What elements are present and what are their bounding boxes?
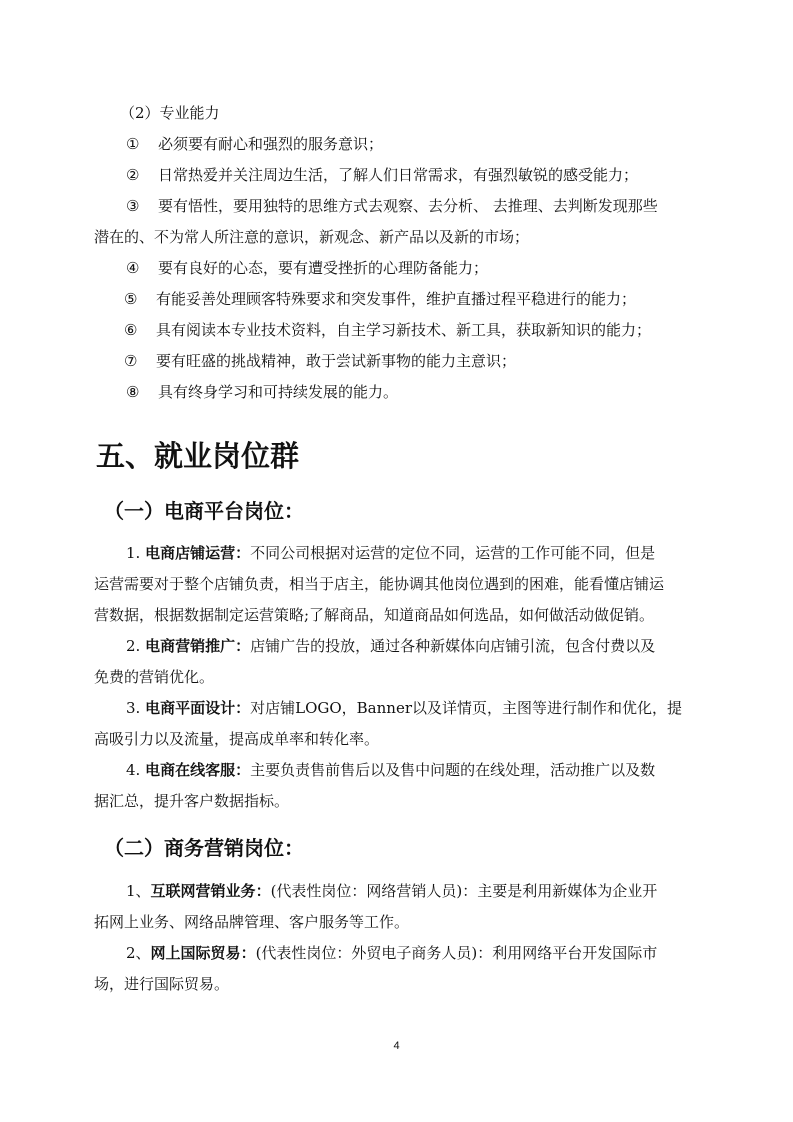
- item-colon: ：: [240, 944, 256, 962]
- group2-item-2-line2: 场，进行国际贸易。: [94, 975, 230, 993]
- item-number: 1.: [126, 544, 141, 562]
- item-number: 2.: [126, 637, 141, 655]
- item-text: 要有旺盛的挑战精神，敢于尝试新事物的能力主意识；: [156, 352, 517, 370]
- group1-item-4-line2: 据汇总，提升客户数据指标。: [94, 792, 290, 810]
- ability-item-5: [124, 289, 636, 309]
- page-number: 4: [393, 1040, 400, 1052]
- item-text: 要有良好的心态，要有遭受挫折的心理防备能力；: [158, 259, 489, 277]
- item-marker: ⑦: [124, 352, 138, 370]
- group1-title: （一）电商平台岗位：: [104, 499, 304, 523]
- ability-item-3-continuation: 潜在的、不为常人所注意的意识，新观念、新产品以及新的市场；: [94, 228, 530, 246]
- item-marker: ④: [126, 259, 140, 277]
- group1-item-3: [126, 698, 682, 718]
- group1-item-2: [126, 636, 655, 656]
- item-text: 店铺广告的投放，通过各种新媒体向店铺引流，包含付费以及: [250, 637, 656, 655]
- item-number: 4.: [126, 761, 141, 779]
- item-number: 3.: [126, 699, 141, 717]
- group1-item-1-line2: 运营需要对于整个店铺负责，相当于店主，能协调其他岗位遇到的困难，能看懂店铺运: [94, 575, 665, 593]
- item-label: 电商营销推广: [145, 637, 236, 655]
- item-label: 电商在线客服: [145, 761, 236, 779]
- sub-heading: （2）专业能力: [120, 104, 220, 122]
- ability-item-6: [124, 320, 651, 340]
- ability-item-2: [126, 165, 638, 185]
- group1-item-2-line2: 免费的营销优化。: [94, 668, 215, 686]
- group2-item-1: [126, 881, 657, 901]
- group1-item-1: [126, 543, 655, 563]
- ability-item-7: [124, 351, 516, 371]
- group1-item-3-line2: 高吸引力以及流量，提高成单率和转化率。: [94, 730, 380, 748]
- item-colon: ：: [255, 882, 271, 900]
- item-text: 日常热爱并关注周边生活，了解人们日常需求，有强烈敏锐的感受能力；: [158, 166, 639, 184]
- item-marker: ②: [126, 166, 140, 184]
- item-text: 具有终身学习和可持续发展的能力。: [158, 383, 399, 401]
- item-text: (代表性岗位：网络营销人员)：主要是利用新媒体为企业开: [270, 882, 658, 900]
- item-colon: ：: [235, 637, 251, 655]
- item-colon: ：: [235, 761, 251, 779]
- group1-item-1-line3: 营数据，根据数据制定运营策略;了解商品，知道商品如何选品，如何做活动做促销。: [94, 606, 655, 624]
- item-colon: ：: [235, 544, 251, 562]
- ability-item-8: [126, 382, 398, 402]
- item-marker: ①: [126, 135, 140, 153]
- item-label: 互联网营销业务: [150, 882, 256, 900]
- item-text: 有能妥善处理顾客特殊要求和突发事件，维护直播过程平稳进行的能力；: [156, 290, 637, 308]
- item-text: 主要负责售前售后以及售中问题的在线处理，活动推广以及数: [250, 761, 656, 779]
- item-text: (代表性岗位：外贸电子商务人员)：利用网络平台开发国际市: [255, 944, 658, 962]
- ability-item-1: [126, 134, 383, 154]
- item-marker: ⑥: [124, 321, 138, 339]
- item-number: 2、: [126, 944, 151, 962]
- item-marker: ③: [126, 197, 140, 215]
- item-text: 具有阅读本专业技术资料，自主学习新技术、新工具，获取新知识的能力；: [156, 321, 652, 339]
- item-colon: ：: [235, 699, 251, 717]
- item-text: 要有悟性，要用独特的思维方式去观察、去分析、 去推理、去判断发现那些: [158, 197, 658, 215]
- item-text: 对店铺LOGO，Banner以及详情页，主图等进行制作和优化，提: [250, 699, 682, 717]
- item-marker: ⑧: [126, 383, 140, 401]
- ability-item-3: [126, 196, 658, 216]
- group2-title: （二）商务营销岗位：: [104, 836, 304, 860]
- item-label: 网上国际贸易: [150, 944, 241, 962]
- group2-item-2: [126, 943, 657, 963]
- item-label: 电商平面设计: [145, 699, 236, 717]
- item-marker: ⑤: [124, 290, 138, 308]
- ability-item-4: [126, 258, 488, 278]
- item-text: 不同公司根据对运营的定位不同，运营的工作可能不同，但是: [250, 544, 656, 562]
- item-label: 电商店铺运营: [145, 544, 236, 562]
- group1-item-4: [126, 760, 655, 780]
- group2-item-1-line2: 拓网上业务、网络品牌管理、客户服务等工作。: [94, 913, 410, 931]
- item-number: 1、: [126, 882, 151, 900]
- section-title: 五、就业岗位群: [96, 439, 300, 473]
- item-text: 必须要有耐心和强烈的服务意识；: [158, 135, 384, 153]
